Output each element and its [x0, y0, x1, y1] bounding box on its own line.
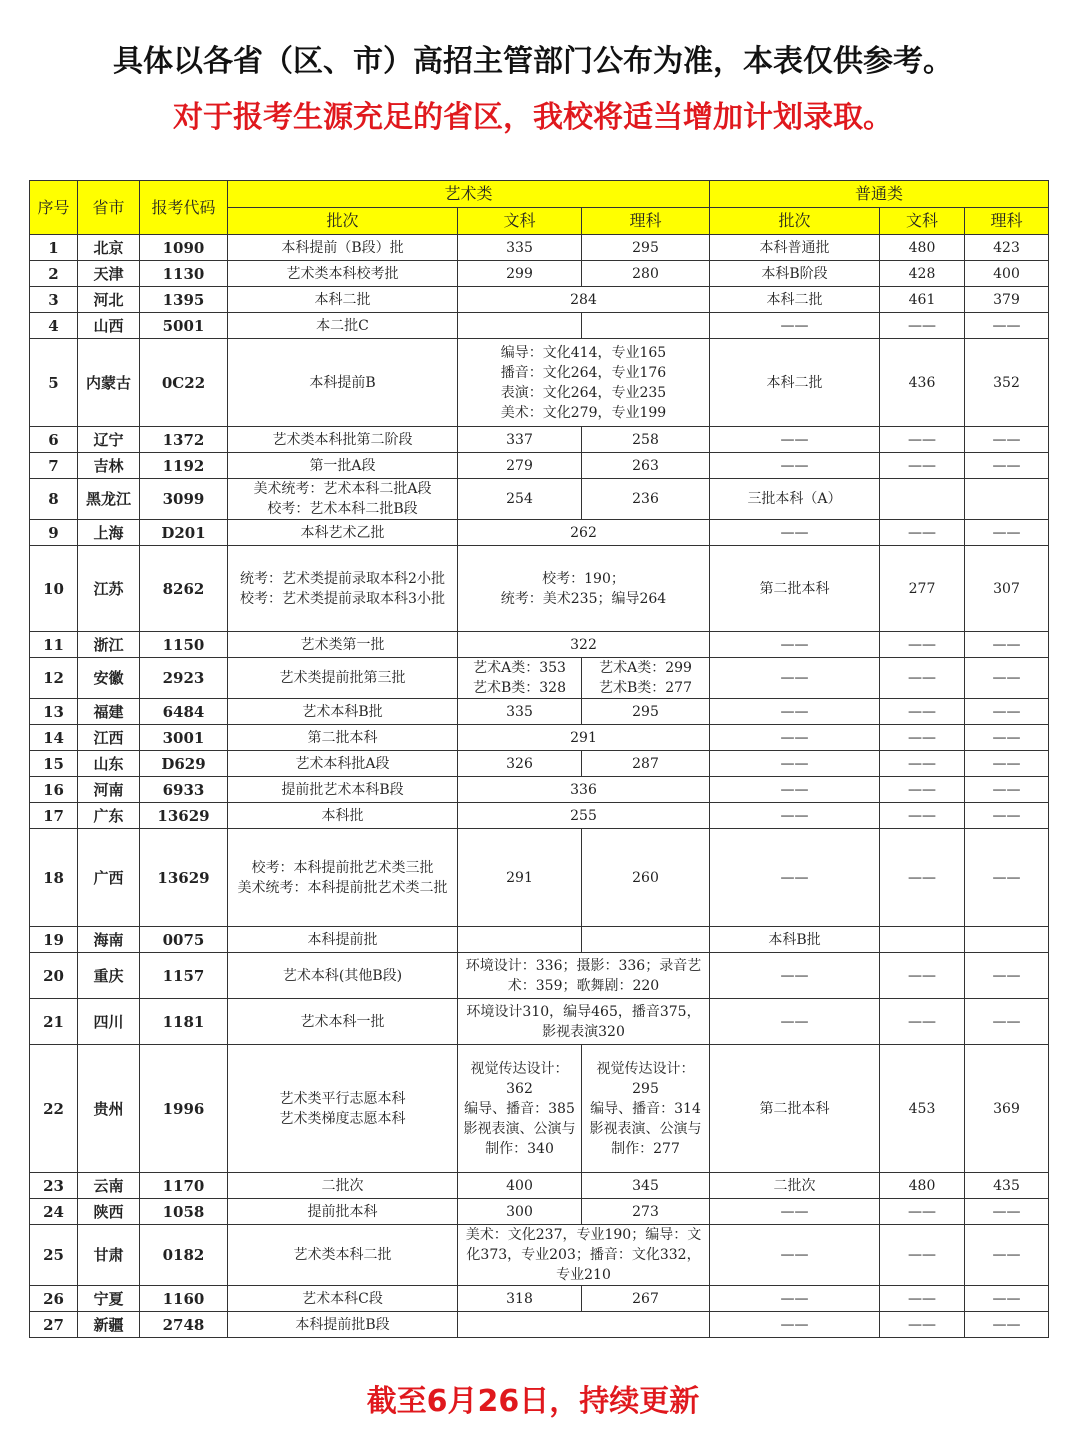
row-number: 12 — [30, 658, 78, 699]
art-like-score-cell: 273 — [582, 1199, 710, 1225]
header-code: 报考代码 — [140, 181, 228, 235]
general-wenke-score-cell: —— — [880, 632, 965, 658]
general-like-score-cell: —— — [965, 777, 1049, 803]
admission-score-table — [29, 180, 1049, 1338]
province-cell: 上海 — [78, 520, 140, 546]
art-score-merged-cell: 编导：文化414，专业165 播音：文化264，专业176 表演：文化264，专业235 美术：文化279，专业199 — [458, 339, 710, 427]
art-wenke-score-cell: 335 — [458, 235, 582, 261]
general-like-score-cell: 352 — [965, 339, 1049, 427]
general-like-score-cell: —— — [965, 453, 1049, 479]
general-batch-cell: 三批本科（A） — [710, 479, 880, 520]
art-like-score-cell: 263 — [582, 453, 710, 479]
province-cell: 宁夏 — [78, 1286, 140, 1312]
province-cell: 重庆 — [78, 953, 140, 999]
art-wenke-score-cell: 279 — [458, 453, 582, 479]
general-wenke-score-cell: 277 — [880, 546, 965, 632]
province-cell: 福建 — [78, 699, 140, 725]
art-wenke-score-cell: 291 — [458, 829, 582, 927]
general-like-score-cell: —— — [965, 829, 1049, 927]
row-number: 16 — [30, 777, 78, 803]
art-like-score-cell: 258 — [582, 427, 710, 453]
exam-code-cell: 1157 — [140, 953, 228, 999]
general-wenke-score-cell: —— — [880, 1286, 965, 1312]
general-like-score-cell — [965, 927, 1049, 953]
general-like-score-cell: 400 — [965, 261, 1049, 287]
header-art-wenke: 文科 — [458, 208, 582, 235]
table-row — [30, 1312, 1049, 1338]
table-row — [30, 1286, 1049, 1312]
table-row — [30, 927, 1049, 953]
art-like-score-cell: 295 — [582, 699, 710, 725]
general-batch-cell: 本科B阶段 — [710, 261, 880, 287]
general-wenke-score-cell: 436 — [880, 339, 965, 427]
general-batch-cell: 第二批本科 — [710, 546, 880, 632]
general-wenke-score-cell: —— — [880, 1225, 965, 1286]
notice-line-1: 具体以各省（区、市）高招主管部门公布为准，本表仅供参考。 — [113, 44, 953, 79]
art-batch-cell: 艺术类第一批 — [228, 632, 458, 658]
exam-code-cell: 1395 — [140, 287, 228, 313]
art-batch-cell: 艺术类提前批第三批 — [228, 658, 458, 699]
general-like-score-cell: —— — [965, 313, 1049, 339]
general-like-score-cell: —— — [965, 999, 1049, 1045]
art-like-score-cell: 视觉传达设计：295 编导、播音：314 影视表演、公演与制作：277 — [582, 1045, 710, 1173]
art-batch-cell: 统考：艺术类提前录取本科2小批 校考：艺术类提前录取本科3小批 — [228, 546, 458, 632]
general-like-score-cell: —— — [965, 803, 1049, 829]
art-score-merged-cell: 322 — [458, 632, 710, 658]
general-batch-cell: —— — [710, 953, 880, 999]
exam-code-cell: 1372 — [140, 427, 228, 453]
table-row — [30, 632, 1049, 658]
art-wenke-score-cell: 400 — [458, 1173, 582, 1199]
table-row — [30, 313, 1049, 339]
art-batch-cell: 艺术类本科校考批 — [228, 261, 458, 287]
general-wenke-score-cell: —— — [880, 658, 965, 699]
province-cell: 河南 — [78, 777, 140, 803]
table-row — [30, 803, 1049, 829]
province-cell: 吉林 — [78, 453, 140, 479]
art-like-score-cell: 287 — [582, 751, 710, 777]
row-number: 23 — [30, 1173, 78, 1199]
general-like-score-cell: —— — [965, 751, 1049, 777]
row-number: 11 — [30, 632, 78, 658]
exam-code-cell: 1192 — [140, 453, 228, 479]
province-cell: 安徽 — [78, 658, 140, 699]
province-cell: 广东 — [78, 803, 140, 829]
exam-code-cell: 1130 — [140, 261, 228, 287]
art-batch-cell: 第二批本科 — [228, 725, 458, 751]
exam-code-cell: 0075 — [140, 927, 228, 953]
table-row — [30, 777, 1049, 803]
exam-code-cell: D629 — [140, 751, 228, 777]
art-wenke-score-cell: 318 — [458, 1286, 582, 1312]
art-batch-cell: 本科提前批B段 — [228, 1312, 458, 1338]
art-score-merged-cell: 284 — [458, 287, 710, 313]
province-cell: 辽宁 — [78, 427, 140, 453]
general-like-score-cell: —— — [965, 953, 1049, 999]
general-wenke-score-cell: —— — [880, 520, 965, 546]
header-art-batch: 批次 — [228, 208, 458, 235]
table-row — [30, 999, 1049, 1045]
general-batch-cell: —— — [710, 1286, 880, 1312]
province-cell: 浙江 — [78, 632, 140, 658]
art-score-merged-cell: 环境设计310，编导465，播音375，影视表演320 — [458, 999, 710, 1045]
general-wenke-score-cell: —— — [880, 751, 965, 777]
province-cell: 山西 — [78, 313, 140, 339]
province-cell: 内蒙古 — [78, 339, 140, 427]
general-like-score-cell: —— — [965, 1199, 1049, 1225]
general-batch-cell: —— — [710, 1225, 880, 1286]
general-wenke-score-cell: —— — [880, 953, 965, 999]
art-batch-cell: 艺术类平行志愿本科 艺术类梯度志愿本科 — [228, 1045, 458, 1173]
row-number: 22 — [30, 1045, 78, 1173]
header-art-like: 理科 — [582, 208, 710, 235]
art-wenke-score-cell: 335 — [458, 699, 582, 725]
exam-code-cell: 1996 — [140, 1045, 228, 1173]
general-wenke-score-cell: —— — [880, 1312, 965, 1338]
general-batch-cell: —— — [710, 1199, 880, 1225]
general-like-score-cell: —— — [965, 699, 1049, 725]
general-like-score-cell: 423 — [965, 235, 1049, 261]
art-batch-cell: 本科提前（B段）批 — [228, 235, 458, 261]
art-score-merged-cell: 校考：190； 统考：美术235；编导264 — [458, 546, 710, 632]
exam-code-cell: 1181 — [140, 999, 228, 1045]
art-wenke-score-cell — [458, 927, 582, 953]
update-note: 截至6月26日，持续更新 — [366, 1384, 700, 1419]
general-wenke-score-cell — [880, 479, 965, 520]
general-like-score-cell: —— — [965, 725, 1049, 751]
general-wenke-score-cell: —— — [880, 803, 965, 829]
art-batch-cell: 本科批 — [228, 803, 458, 829]
general-batch-cell: —— — [710, 751, 880, 777]
general-batch-cell: 本科普通批 — [710, 235, 880, 261]
general-like-score-cell: 379 — [965, 287, 1049, 313]
art-batch-cell: 校考：本科提前批艺术类三批 美术统考：本科提前批艺术类二批 — [228, 829, 458, 927]
exam-code-cell: 1090 — [140, 235, 228, 261]
art-like-score-cell — [582, 927, 710, 953]
table-row — [30, 427, 1049, 453]
art-wenke-score-cell: 300 — [458, 1199, 582, 1225]
general-wenke-score-cell: 461 — [880, 287, 965, 313]
art-batch-cell: 艺术本科(其他B段) — [228, 953, 458, 999]
exam-code-cell: 6484 — [140, 699, 228, 725]
art-batch-cell: 艺术类本科批第二阶段 — [228, 427, 458, 453]
general-batch-cell: —— — [710, 453, 880, 479]
art-like-score-cell: 267 — [582, 1286, 710, 1312]
art-batch-cell: 本科提前批 — [228, 927, 458, 953]
art-score-merged-cell: 255 — [458, 803, 710, 829]
general-like-score-cell: —— — [965, 1286, 1049, 1312]
row-number: 15 — [30, 751, 78, 777]
table-row — [30, 339, 1049, 427]
table-row — [30, 699, 1049, 725]
exam-code-cell: D201 — [140, 520, 228, 546]
province-cell: 新疆 — [78, 1312, 140, 1338]
general-batch-cell: —— — [710, 427, 880, 453]
row-number: 9 — [30, 520, 78, 546]
province-cell: 北京 — [78, 235, 140, 261]
row-number: 8 — [30, 479, 78, 520]
art-batch-cell: 艺术本科批A段 — [228, 751, 458, 777]
province-cell: 江西 — [78, 725, 140, 751]
row-number: 1 — [30, 235, 78, 261]
province-cell: 海南 — [78, 927, 140, 953]
general-like-score-cell: 369 — [965, 1045, 1049, 1173]
table-row — [30, 261, 1049, 287]
art-batch-cell: 本科艺术乙批 — [228, 520, 458, 546]
general-batch-cell: —— — [710, 632, 880, 658]
art-batch-cell: 本科二批 — [228, 287, 458, 313]
province-cell: 天津 — [78, 261, 140, 287]
exam-code-cell: 3001 — [140, 725, 228, 751]
row-number: 5 — [30, 339, 78, 427]
art-score-merged-cell: 336 — [458, 777, 710, 803]
row-number: 18 — [30, 829, 78, 927]
exam-code-cell: 2748 — [140, 1312, 228, 1338]
art-like-score-cell — [582, 313, 710, 339]
row-number: 2 — [30, 261, 78, 287]
general-wenke-score-cell: 428 — [880, 261, 965, 287]
table-row — [30, 1045, 1049, 1173]
province-cell: 河北 — [78, 287, 140, 313]
table-row — [30, 751, 1049, 777]
header-seq: 序号 — [30, 181, 78, 235]
general-wenke-score-cell: —— — [880, 999, 965, 1045]
row-number: 17 — [30, 803, 78, 829]
general-batch-cell: 本科二批 — [710, 287, 880, 313]
art-like-score-cell: 345 — [582, 1173, 710, 1199]
general-like-score-cell: —— — [965, 632, 1049, 658]
row-number: 26 — [30, 1286, 78, 1312]
header-province: 省市 — [78, 181, 140, 235]
exam-code-cell: 5001 — [140, 313, 228, 339]
art-batch-cell: 艺术本科B批 — [228, 699, 458, 725]
art-wenke-score-cell: 337 — [458, 427, 582, 453]
general-like-score-cell: —— — [965, 520, 1049, 546]
art-score-merged-cell: 环境设计：336；摄影：336；录音艺术：359；歌舞剧：220 — [458, 953, 710, 999]
general-like-score-cell: —— — [965, 1312, 1049, 1338]
art-like-score-cell: 260 — [582, 829, 710, 927]
table-row — [30, 546, 1049, 632]
row-number: 24 — [30, 1199, 78, 1225]
general-like-score-cell: —— — [965, 658, 1049, 699]
general-batch-cell: 二批次 — [710, 1173, 880, 1199]
province-cell: 陕西 — [78, 1199, 140, 1225]
general-wenke-score-cell: —— — [880, 777, 965, 803]
row-number: 13 — [30, 699, 78, 725]
art-batch-cell: 二批次 — [228, 1173, 458, 1199]
general-wenke-score-cell: 480 — [880, 1173, 965, 1199]
table-row — [30, 1173, 1049, 1199]
art-like-score-cell: 280 — [582, 261, 710, 287]
general-wenke-score-cell: —— — [880, 1199, 965, 1225]
art-like-score-cell: 236 — [582, 479, 710, 520]
general-batch-cell: —— — [710, 658, 880, 699]
table-row — [30, 725, 1049, 751]
art-score-merged-cell: 291 — [458, 725, 710, 751]
table-body — [30, 235, 1049, 1338]
art-wenke-score-cell: 艺术A类：353 艺术B类：328 — [458, 658, 582, 699]
row-number: 25 — [30, 1225, 78, 1286]
table-row — [30, 520, 1049, 546]
general-batch-cell: —— — [710, 829, 880, 927]
general-batch-cell: —— — [710, 313, 880, 339]
general-wenke-score-cell: —— — [880, 699, 965, 725]
general-wenke-score-cell: —— — [880, 453, 965, 479]
province-cell: 广西 — [78, 829, 140, 927]
row-number: 20 — [30, 953, 78, 999]
exam-code-cell: 1160 — [140, 1286, 228, 1312]
table-row — [30, 1199, 1049, 1225]
row-number: 3 — [30, 287, 78, 313]
header-general-like: 理科 — [965, 208, 1049, 235]
general-like-score-cell: 435 — [965, 1173, 1049, 1199]
table-row — [30, 453, 1049, 479]
exam-code-cell: 8262 — [140, 546, 228, 632]
table-row — [30, 829, 1049, 927]
art-score-merged-cell — [458, 1312, 710, 1338]
art-like-score-cell: 艺术A类：299 艺术B类：277 — [582, 658, 710, 699]
exam-code-cell: 2923 — [140, 658, 228, 699]
row-number: 4 — [30, 313, 78, 339]
row-number: 10 — [30, 546, 78, 632]
province-cell: 江苏 — [78, 546, 140, 632]
general-wenke-score-cell: —— — [880, 427, 965, 453]
art-score-merged-cell: 262 — [458, 520, 710, 546]
row-number: 6 — [30, 427, 78, 453]
art-batch-cell: 艺术本科C段 — [228, 1286, 458, 1312]
exam-code-cell: 3099 — [140, 479, 228, 520]
table-row — [30, 953, 1049, 999]
exam-code-cell: 1170 — [140, 1173, 228, 1199]
art-batch-cell: 第一批A段 — [228, 453, 458, 479]
table-row — [30, 235, 1049, 261]
row-number: 21 — [30, 999, 78, 1045]
general-like-score-cell: 307 — [965, 546, 1049, 632]
header-general: 普通类 — [710, 181, 1049, 208]
general-batch-cell: —— — [710, 1312, 880, 1338]
exam-code-cell: 13629 — [140, 829, 228, 927]
art-wenke-score-cell: 326 — [458, 751, 582, 777]
art-batch-cell: 艺术本科一批 — [228, 999, 458, 1045]
general-batch-cell: —— — [710, 999, 880, 1045]
table-row — [30, 658, 1049, 699]
art-wenke-score-cell — [458, 313, 582, 339]
row-number: 7 — [30, 453, 78, 479]
table-row — [30, 479, 1049, 520]
art-wenke-score-cell: 299 — [458, 261, 582, 287]
row-number: 14 — [30, 725, 78, 751]
province-cell: 贵州 — [78, 1045, 140, 1173]
general-wenke-score-cell: 480 — [880, 235, 965, 261]
art-batch-cell: 美术统考：艺术本科二批A段 校考：艺术本科二批B段 — [228, 479, 458, 520]
art-batch-cell: 本科提前B — [228, 339, 458, 427]
general-batch-cell: —— — [710, 699, 880, 725]
general-wenke-score-cell: 453 — [880, 1045, 965, 1173]
exam-code-cell: 1150 — [140, 632, 228, 658]
general-wenke-score-cell: —— — [880, 829, 965, 927]
general-like-score-cell: —— — [965, 427, 1049, 453]
general-batch-cell: —— — [710, 520, 880, 546]
exam-code-cell: 0182 — [140, 1225, 228, 1286]
general-wenke-score-cell: —— — [880, 725, 965, 751]
row-number: 27 — [30, 1312, 78, 1338]
exam-code-cell: 0C22 — [140, 339, 228, 427]
general-batch-cell: 本科二批 — [710, 339, 880, 427]
general-batch-cell: 第二批本科 — [710, 1045, 880, 1173]
general-like-score-cell: —— — [965, 1225, 1049, 1286]
general-batch-cell: —— — [710, 777, 880, 803]
province-cell: 四川 — [78, 999, 140, 1045]
table-row — [30, 1225, 1049, 1286]
art-wenke-score-cell: 254 — [458, 479, 582, 520]
general-batch-cell: 本科B批 — [710, 927, 880, 953]
province-cell: 山东 — [78, 751, 140, 777]
row-number: 19 — [30, 927, 78, 953]
art-wenke-score-cell: 视觉传达设计：362 编导、播音：385 影视表演、公演与制作：340 — [458, 1045, 582, 1173]
exam-code-cell: 6933 — [140, 777, 228, 803]
header-general-batch: 批次 — [710, 208, 880, 235]
province-cell: 黑龙江 — [78, 479, 140, 520]
general-batch-cell: —— — [710, 803, 880, 829]
general-like-score-cell — [965, 479, 1049, 520]
province-cell: 甘肃 — [78, 1225, 140, 1286]
province-cell: 云南 — [78, 1173, 140, 1199]
art-batch-cell: 艺术类本科二批 — [228, 1225, 458, 1286]
exam-code-cell: 13629 — [140, 803, 228, 829]
art-like-score-cell: 295 — [582, 235, 710, 261]
exam-code-cell: 1058 — [140, 1199, 228, 1225]
general-batch-cell: —— — [710, 725, 880, 751]
art-score-merged-cell: 美术：文化237，专业190；编导：文化373，专业203；播音：文化332，专业210 — [458, 1225, 710, 1286]
art-batch-cell: 本二批C — [228, 313, 458, 339]
art-batch-cell: 提前批本科 — [228, 1199, 458, 1225]
header-general-wenke: 文科 — [880, 208, 965, 235]
art-batch-cell: 提前批艺术本科B段 — [228, 777, 458, 803]
general-wenke-score-cell: —— — [880, 313, 965, 339]
general-wenke-score-cell — [880, 927, 965, 953]
header-art: 艺术类 — [228, 181, 710, 208]
notice-line-2: 对于报考生源充足的省区，我校将适当增加计划录取。 — [173, 100, 893, 135]
table-row — [30, 287, 1049, 313]
